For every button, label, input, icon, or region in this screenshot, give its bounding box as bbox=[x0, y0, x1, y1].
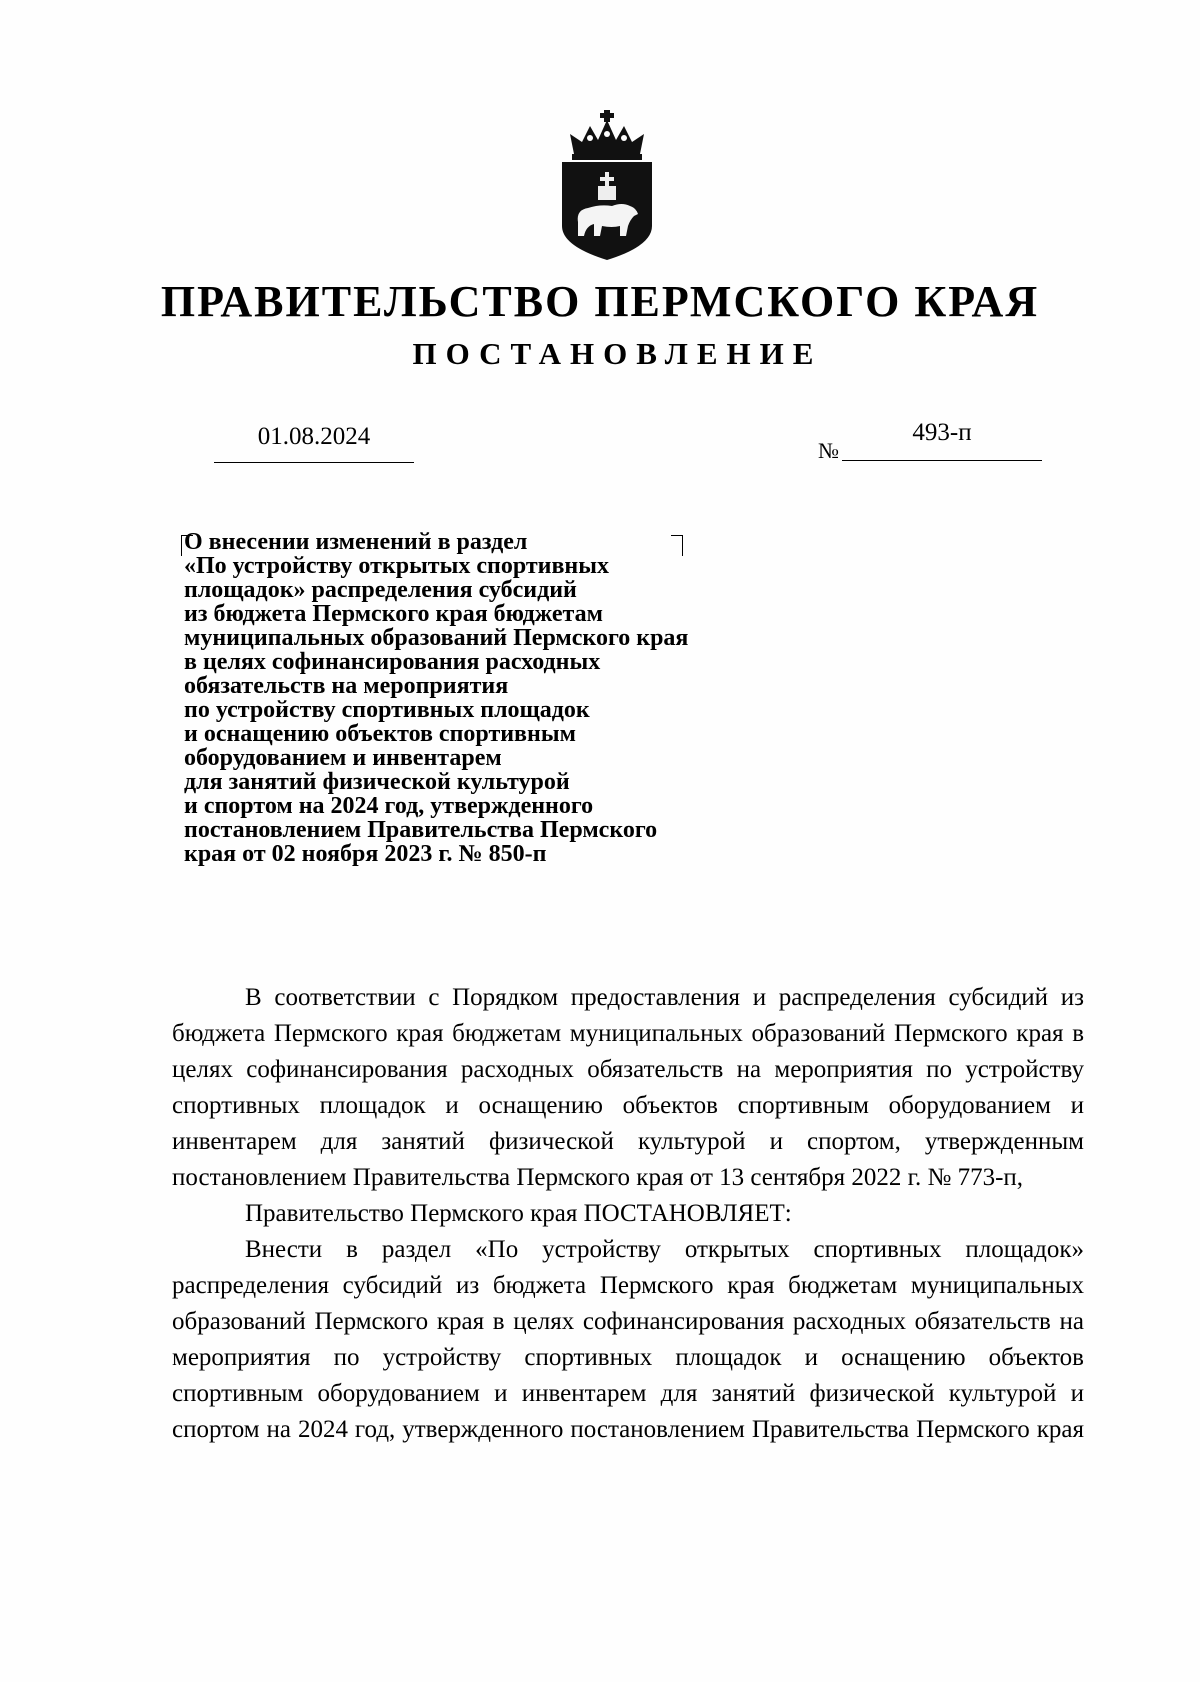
subject-line: оборудованием и инвентарем bbox=[184, 745, 502, 771]
organization-title: ПРАВИТЕЛЬСТВО ПЕРМСКОГО КРАЯ bbox=[160, 277, 1040, 326]
subject-line: обязательств на мероприятия bbox=[184, 673, 509, 699]
subject-line: из бюджета Пермского края бюджетам bbox=[184, 601, 603, 627]
number-sign: № bbox=[818, 438, 839, 463]
document-subject bbox=[184, 530, 824, 866]
subject-line: «По устройству открытых спортивных bbox=[184, 553, 609, 579]
subject-line: площадок» распределения субсидий bbox=[184, 577, 577, 603]
body-paragraph-basis: В соответствии с Порядком предоставления и распределения субсидий из бюджета Пермского края бюджетам муниципальных образований Пермского края в целях софинансирования расходных обязательств на мероприятия по устройству спортивных площадок и оснащению объектов спортивным оборудованием и инвентарем для занятий физической культурой и спортом, утвержденным постановлением Правительства Пермского края от 13 сентября 2022 г. № 773-п, bbox=[172, 984, 1084, 1191]
subject-line: края от 02 ноября 2023 г. № 850-п bbox=[184, 841, 547, 867]
document-type-title: ПОСТАНОВЛЕНИЕ bbox=[412, 336, 823, 371]
perm-krai-coat-of-arms-icon bbox=[556, 110, 658, 260]
subject-line: О внесении изменений в раздел bbox=[184, 529, 528, 555]
subject-line: в целях софинансирования расходных bbox=[184, 649, 601, 675]
subject-line: постановлением Правительства Пермского bbox=[184, 817, 658, 843]
subject-line: муниципальных образований Пермского края bbox=[184, 625, 689, 651]
document-body bbox=[172, 980, 1084, 1448]
subject-line: для занятий физической культурой bbox=[184, 769, 570, 795]
subject-line: и спортом на 2024 год, утвержденного bbox=[184, 793, 594, 819]
body-paragraph-amendment: Внести в раздел «По устройству открытых спортивных площадок» распределения субсидий из бюджета Пермского края бюджетам муниципальных образований Пермского края в целях софинансирования расходных обязательств на мероприятия по устройству спортивных площадок и оснащению объектов спортивным оборудованием и инвентарем для занятий физической культурой и спортом на 2024 год, утвержденного постановлением Правительства Пермского края bbox=[172, 1236, 1084, 1443]
body-paragraph-resolves: Правительство Пермского края ПОСТАНОВЛЯЕТ: bbox=[245, 1200, 792, 1227]
subject-line: по устройству спортивных площадок bbox=[184, 697, 590, 723]
document-date: 01.08.2024 bbox=[214, 420, 414, 463]
subject-line: и оснащению объектов спортивным bbox=[184, 721, 576, 747]
document-number: 493-п bbox=[842, 416, 1042, 461]
